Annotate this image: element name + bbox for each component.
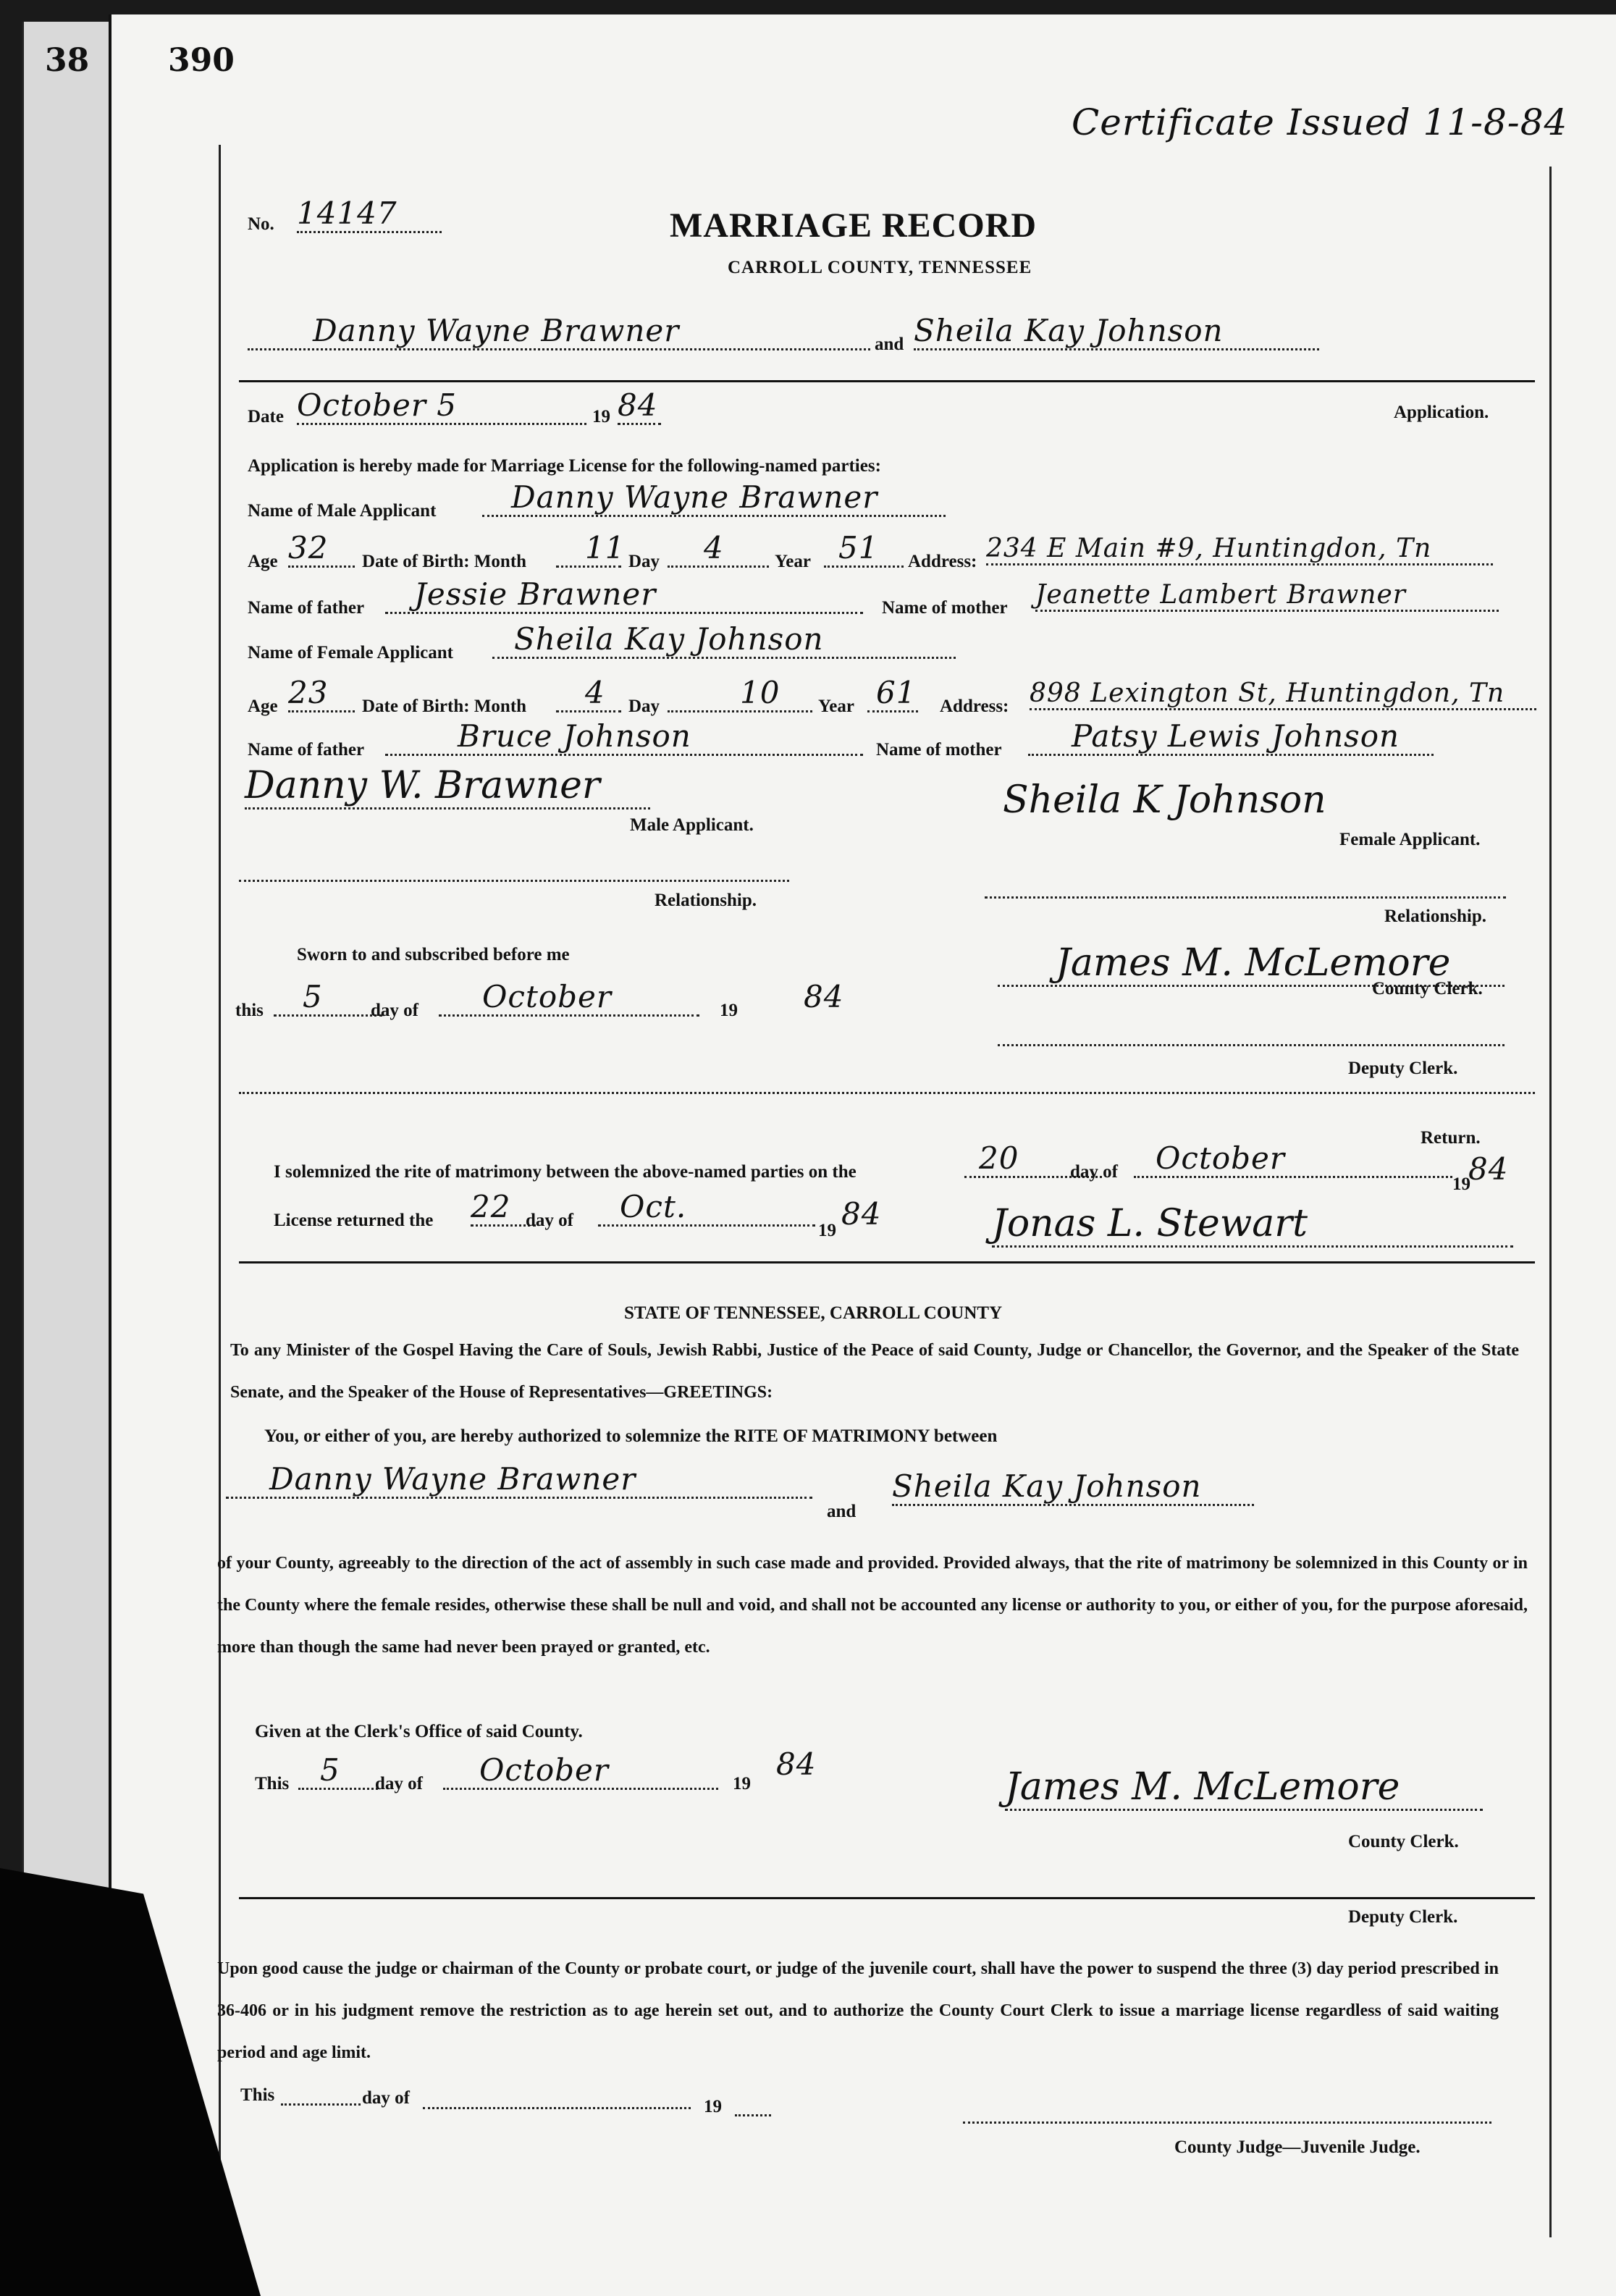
solemnized-year: 84 xyxy=(1468,1151,1509,1187)
solemnized-month: October xyxy=(1134,1140,1452,1178)
day-label: Day xyxy=(628,552,660,571)
page-title: MARRIAGE RECORD xyxy=(670,206,1037,245)
day-of-label-3: day of xyxy=(526,1211,573,1230)
application-year: 84 xyxy=(618,387,661,425)
address-label-2: Address: xyxy=(940,697,1009,716)
license-clerk-signature: James M. McLemore xyxy=(1005,1765,1483,1811)
divider xyxy=(239,380,1535,382)
left-margin-line xyxy=(219,145,221,2230)
application-date: October 5 xyxy=(297,387,586,425)
female-applicant-name: Sheila Kay Johnson xyxy=(492,621,956,659)
license-bride-name: Sheila Kay Johnson xyxy=(892,1468,1254,1506)
judge-signature-line xyxy=(963,2122,1491,2124)
sworn-month: October xyxy=(439,979,699,1017)
judge-label: County Judge—Juvenile Judge. xyxy=(1174,2137,1421,2157)
given-this-label: This xyxy=(255,1774,290,1794)
application-section-label: Application. xyxy=(1394,403,1489,422)
given-month: October xyxy=(443,1752,718,1790)
male-mother-name: Jeanette Lambert Brawner xyxy=(1035,580,1499,612)
given-year: 84 xyxy=(776,1746,817,1782)
year-label: Year xyxy=(775,552,811,571)
solemnized-year-prefix: 19 xyxy=(1452,1174,1470,1194)
waiver-month-line xyxy=(423,2107,691,2109)
male-father-name: Jessie Brawner xyxy=(385,576,863,614)
returned-month: Oct. xyxy=(598,1189,815,1227)
year-label-2: Year xyxy=(818,697,854,716)
waiver-text: Upon good cause the judge or chairman of the County or probate court, or judge of the juvenile court, shall have the power to suspend the three (3) day period prescribed in 36-406 or in his judgment remove the restriction as to age herein set out, and to authorize the County Court Clerk to issue a marriage license regardless of said waiting period and age limit. xyxy=(217,1959,1499,2062)
female-mother-name: Patsy Lewis Johnson xyxy=(1028,718,1434,756)
female-address: 898 Lexington St, Huntingdon, Tn xyxy=(1030,678,1536,710)
license-heading: STATE OF TENNESSEE, CARROLL COUNTY xyxy=(624,1303,1003,1323)
male-address: 234 E Main #9, Huntingdon, Tn xyxy=(986,534,1493,565)
female-father-name: Bruce Johnson xyxy=(385,718,863,756)
day-label-2: Day xyxy=(628,697,660,716)
returned-year-prefix: 19 xyxy=(818,1221,836,1240)
waiver-day-of-label: day of xyxy=(362,2088,410,2108)
female-age: 23 xyxy=(288,675,355,712)
date-label: Date xyxy=(248,407,284,426)
solemnized-label: I solemnized the rite of matrimony between the above-named parties on the xyxy=(274,1162,857,1182)
header-and-label: and xyxy=(875,335,904,354)
sworn-year-prefix: 19 xyxy=(720,1001,738,1020)
deputy-clerk-line xyxy=(998,1044,1505,1046)
female-birth-day: 10 xyxy=(668,675,812,712)
age-label-2: Age xyxy=(248,697,278,716)
license-returned-label: License returned the xyxy=(274,1211,434,1230)
dob-label-2: Date of Birth: Month xyxy=(362,697,527,716)
male-age: 32 xyxy=(288,530,355,568)
application-intro: Application is hereby made for Marriage License for the following-named parties: xyxy=(248,456,881,476)
license-authorize-text: You, or either of you, are hereby authorized to solemnize the RITE OF MATRIMONY between xyxy=(264,1426,998,1446)
this-label: this xyxy=(235,1001,264,1020)
day-of-label-4: day of xyxy=(375,1774,423,1794)
male-name-label: Name of Male Applicant xyxy=(248,501,437,521)
record-number-label: No. xyxy=(248,214,274,234)
divider-3 xyxy=(239,1261,1535,1263)
certificate-issued-note: Certificate Issued 11-8-84 xyxy=(1072,101,1568,143)
female-relationship-line xyxy=(985,896,1506,899)
female-name-label: Name of Female Applicant xyxy=(248,643,453,663)
female-birth-month: 4 xyxy=(556,675,621,712)
license-address-text: To any Minister of the Gospel Having the Care of Souls, Jewish Rabbi, Justice of the Peace of said County, Judge or Chancellor, the Governor, and the Speaker of the State Senate, and the Speaker of the House of Representatives—GREETINGS: xyxy=(230,1341,1519,1402)
male-applicant-signature: Danny W. Brawner xyxy=(245,764,650,810)
given-label: Given at the Clerk's Office of said County. xyxy=(255,1722,583,1741)
waiver-day-line xyxy=(281,2103,361,2106)
license-and-label: and xyxy=(827,1502,857,1521)
male-birth-day: 4 xyxy=(668,530,769,568)
father-label: Name of father xyxy=(248,598,365,618)
return-section-label: Return. xyxy=(1421,1128,1481,1148)
officiant-signature: Jonas L. Stewart xyxy=(992,1202,1513,1248)
day-of-label-2: day of xyxy=(1070,1162,1118,1182)
relationship-label-2: Relationship. xyxy=(1384,907,1487,926)
record-number: 14147 xyxy=(297,195,442,233)
male-relationship-line xyxy=(239,880,789,882)
male-birth-year: 51 xyxy=(824,530,904,568)
returned-year: 84 xyxy=(841,1196,882,1232)
mother-label: Name of mother xyxy=(882,598,1008,618)
given-day: 5 xyxy=(298,1752,378,1790)
age-label: Age xyxy=(248,552,278,571)
sworn-label: Sworn to and subscribed before me xyxy=(297,945,570,964)
male-applicant-name: Danny Wayne Brawner xyxy=(482,479,946,517)
right-margin-line xyxy=(1549,167,1552,2237)
female-applicant-signature: Sheila K Johnson xyxy=(1003,778,1326,822)
sworn-day: 5 xyxy=(274,979,382,1017)
header-groom-name: Danny Wayne Brawner xyxy=(248,313,870,350)
male-applicant-label: Male Applicant. xyxy=(630,815,754,835)
solemnized-day: 20 xyxy=(964,1140,1102,1178)
license-clerk-label: County Clerk. xyxy=(1348,1832,1459,1851)
page-number: 390 xyxy=(168,42,235,79)
male-birth-month: 11 xyxy=(556,530,621,568)
mother-label-2: Name of mother xyxy=(876,740,1002,760)
waiver-this-label: This xyxy=(240,2085,275,2105)
county-clerk-signature: James M. McLemore xyxy=(998,941,1505,987)
divider-2 xyxy=(239,1092,1535,1094)
deputy-clerk-label: Deputy Clerk. xyxy=(1348,1059,1458,1078)
day-of-label: day of xyxy=(371,1001,418,1020)
returned-day: 22 xyxy=(471,1189,536,1227)
county-clerk-label: County Clerk. xyxy=(1372,979,1483,998)
sworn-year: 84 xyxy=(804,979,844,1014)
given-year-prefix: 19 xyxy=(733,1774,751,1794)
license-body-text: of your County, agreeably to the direction of the act of assembly in such case made and provided. Provided always, that the rite of matrimony be solemnized in this County or in the County where the female resides, otherwise these shall be null and void, and shall not be accounted any license or authority to you, or either of you, for the purpose aforesaid, more than though the same had never been prayed or granted, etc. xyxy=(217,1554,1528,1657)
license-groom-name: Danny Wayne Brawner xyxy=(226,1461,812,1499)
header-bride-name: Sheila Kay Johnson xyxy=(914,313,1319,350)
female-applicant-label: Female Applicant. xyxy=(1339,830,1481,849)
year-prefix: 19 xyxy=(592,407,610,426)
dob-label: Date of Birth: Month xyxy=(362,552,527,571)
waiver-year-line xyxy=(735,2114,771,2116)
license-deputy-label: Deputy Clerk. xyxy=(1348,1907,1458,1927)
waiver-year-prefix: 19 xyxy=(704,2097,722,2116)
back-page-number: 38 xyxy=(45,42,90,79)
father-label-2: Name of father xyxy=(248,740,365,760)
address-label: Address: xyxy=(908,552,977,571)
divider-4 xyxy=(239,1897,1535,1899)
female-birth-year: 61 xyxy=(867,675,918,712)
relationship-label: Relationship. xyxy=(655,891,757,910)
page-subtitle: CARROLL COUNTY, TENNESSEE xyxy=(728,258,1032,277)
